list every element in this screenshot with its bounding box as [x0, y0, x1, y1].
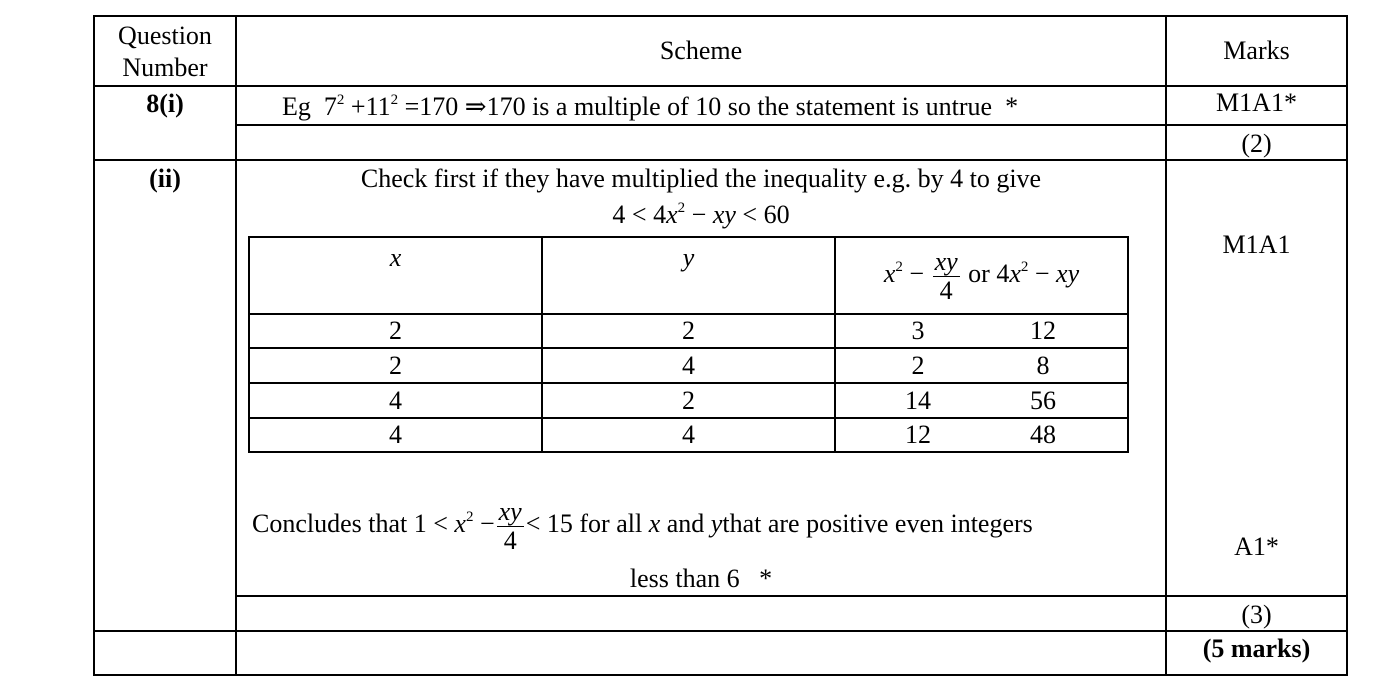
table-row-3-y: 2: [682, 386, 695, 415]
conclusion-and: and: [666, 509, 705, 538]
part-i-bottom-border: [93, 159, 1348, 161]
part-ii-conclusion-line2: [237, 564, 1165, 594]
header-or: or: [968, 259, 990, 288]
inequality-x: x: [666, 200, 678, 229]
table-row-3-v2: 56: [1030, 386, 1056, 415]
part-ii-inequality: [237, 200, 1165, 230]
header-marks: Marks: [1223, 36, 1290, 65]
inequality-right: < 60: [742, 200, 790, 229]
conclusion-line2-text: less than 6: [629, 564, 740, 593]
part-ii-divider: [236, 595, 1348, 597]
header-expr-den: 4: [939, 275, 953, 305]
part-ii-subtotal: (3): [1241, 600, 1272, 629]
header-alt-x: x: [1009, 259, 1021, 288]
table-row-1-x: 2: [389, 316, 402, 345]
part-ii-bottom-border: [93, 630, 1348, 632]
conclusion-var-x: x: [648, 509, 661, 538]
conclusion-var-y: y: [710, 509, 723, 538]
table-row-4-v2: 48: [1030, 420, 1056, 449]
table-top-border: [93, 15, 1348, 17]
conclusion-den: 4: [503, 525, 517, 555]
inequality-coef: 4: [653, 200, 667, 229]
table-row-2-y: 4: [682, 351, 695, 380]
table-row-1-v2: 12: [1030, 316, 1056, 345]
table-row-2-v1: 2: [911, 351, 925, 380]
inner-header-expression: [836, 244, 1127, 305]
table-row-1-v1: 3: [911, 316, 925, 345]
conclusion-prefix: Concludes that 1 <: [252, 509, 448, 538]
conclusion-num: xy: [498, 496, 522, 526]
table-row-2-v2: 8: [1036, 351, 1050, 380]
table-row-1-y: 2: [682, 316, 695, 345]
table-row-4-y: 4: [682, 420, 695, 449]
header-alt-xy: xy: [1056, 259, 1080, 288]
inner-table-bottom: [248, 451, 1129, 453]
header-alt-coef: 4: [996, 259, 1010, 288]
part-i-base-a: 7: [323, 92, 337, 121]
header-expr-exp: 2: [895, 259, 903, 275]
total-marks: (5 marks): [1202, 634, 1311, 663]
part-i-statement: 170 is a multiple of 10 so the statement is untrue: [486, 92, 993, 121]
conclusion-fraction: [497, 498, 524, 555]
part-i-plus: +: [350, 92, 366, 121]
inequality-left: 4 <: [612, 200, 647, 229]
table-right-border: [1346, 15, 1348, 676]
inner-table-row2-bottom: [248, 382, 1129, 384]
part-i-label: 8(i): [146, 89, 184, 118]
part-i-subtotal: (2): [1241, 129, 1272, 158]
header-scheme: Scheme: [659, 36, 743, 65]
inner-table-row1-bottom: [248, 347, 1129, 349]
table-row-3-x: 4: [389, 386, 402, 415]
header-alt-exp: 2: [1020, 259, 1029, 275]
part-i-implies: ⇒: [464, 92, 487, 121]
inner-header-x: x: [389, 243, 402, 272]
header-question-number: [95, 20, 235, 84]
header-bottom-border: [93, 85, 1348, 87]
header-expr-minus: −: [909, 259, 925, 288]
inner-table-header-bottom: [248, 313, 1129, 315]
part-i-eg: Eg: [282, 92, 311, 121]
part-i-exp-a: 2: [336, 92, 345, 108]
header-alt-minus: −: [1034, 259, 1050, 288]
header-expr-x: x: [883, 259, 896, 288]
conclusion-exp: 2: [465, 509, 474, 525]
part-i-scheme-line: [282, 92, 1018, 122]
header-expr-num: xy: [934, 246, 958, 276]
part-ii-check-text: Check first if they have multiplied the inequality e.g. by 4 to give: [360, 164, 1042, 193]
part-i-base-b: 11: [365, 92, 391, 121]
table-row-3-v1: 14: [905, 386, 931, 415]
inequality-minus: −: [691, 200, 707, 229]
part-ii-marks-m1a1: M1A1: [1222, 230, 1291, 259]
part-i-exp-b: 2: [390, 92, 399, 108]
part-ii-conclusion-line1: [252, 494, 1033, 555]
part-i-marks: M1A1*: [1216, 88, 1297, 117]
part-ii-label: (ii): [149, 164, 181, 193]
inner-table-row3-bottom: [248, 417, 1129, 419]
part-i-star: *: [1005, 92, 1019, 121]
header-question-line1: Question: [118, 21, 212, 50]
conclusion-star: *: [759, 564, 773, 593]
table-row-4-x: 4: [389, 420, 402, 449]
table-row-2-x: 2: [389, 351, 402, 380]
inequality-exp: 2: [677, 200, 686, 216]
inequality-xy: xy: [712, 200, 736, 229]
conclusion-minus: −: [479, 509, 495, 538]
part-i-divider: [236, 124, 1348, 126]
header-expr-fraction: [933, 248, 960, 305]
conclusion-mid: < 15 for all: [525, 509, 643, 538]
conclusion-suffix: that are positive even integers: [722, 509, 1033, 538]
table-bottom-border: [93, 674, 1348, 676]
table-row-4-v1: 12: [905, 420, 931, 449]
inner-header-y: y: [682, 243, 695, 272]
part-i-eq-result: =170: [404, 92, 459, 121]
conclusion-x: x: [454, 509, 466, 538]
inner-table-top: [248, 236, 1129, 238]
part-ii-marks-a1: A1*: [1234, 532, 1279, 561]
header-question-line2: Number: [122, 53, 208, 82]
inner-table-right: [1127, 236, 1129, 453]
